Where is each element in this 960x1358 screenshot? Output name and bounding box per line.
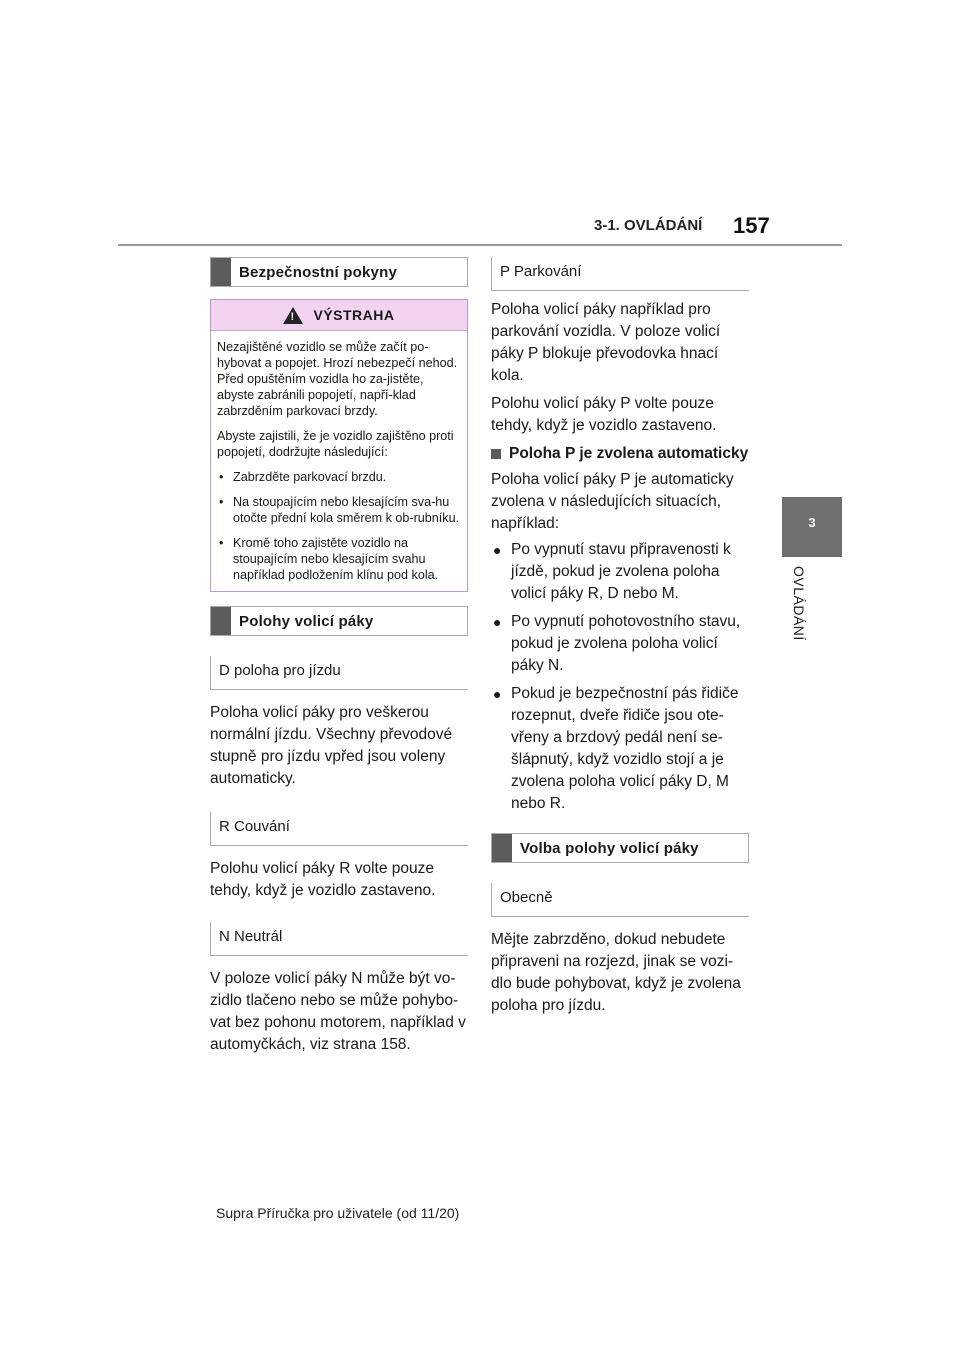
warning-list bbox=[217, 469, 461, 583]
left-column bbox=[210, 257, 468, 1056]
section-heading-marker bbox=[211, 607, 231, 635]
section-heading-safety bbox=[210, 257, 468, 287]
subheading-d: D poloha pro jízdu bbox=[210, 656, 468, 690]
footer: Supra Příručka pro uživatele (od 11/20) bbox=[216, 1205, 460, 1221]
subheading-r: R Couvání bbox=[210, 812, 468, 846]
section-heading-text: Polohy volicí páky bbox=[239, 612, 374, 630]
bullet: ● bbox=[493, 542, 502, 558]
warning-body bbox=[211, 331, 467, 591]
section-heading-marker bbox=[492, 834, 512, 862]
list-item: ● Po vypnutí stavu připravenosti k jízdě, pokud je zvolena poloha volicí páky R, D nebo M. bbox=[493, 541, 731, 602]
section-heading-text: Bezpečnostní pokyny bbox=[239, 263, 397, 281]
section-heading-marker bbox=[211, 258, 231, 286]
auto-bullet-list bbox=[491, 539, 749, 815]
paragraph-r: Polohu volicí páky R volte pouze tehdy, když je vozidlo zastaveno. bbox=[210, 860, 436, 899]
header-rule bbox=[118, 244, 842, 246]
subsection-marker bbox=[491, 449, 501, 459]
bullet: • bbox=[219, 470, 224, 484]
bullet: ● bbox=[493, 686, 502, 702]
right-column bbox=[491, 257, 749, 1017]
subheading-general: Obecně bbox=[491, 883, 749, 917]
section-heading-text: Volba polohy volicí páky bbox=[520, 839, 699, 857]
warning-paragraph: Nezajištěné vozidlo se může začít po-hybovat a popojet. Hrozí nebezpečí nehod. Před opuštěním vozidla ho za-jistěte, abyste zabránili popojetí, napří-klad zabrzděním parkovací brzdy. bbox=[217, 340, 458, 418]
paragraph-p1: Poloha volicí páky například pro parkování vozidla. V poloze volicí páky P blokuje převodovka hnací kola. bbox=[491, 301, 721, 384]
warning-triangle-icon: ! bbox=[283, 307, 303, 324]
paragraph-n: V poloze volicí páky N může být vo-zidlo tlačeno nebo se může pohybo-vat bez pohonu motorem, například v automyčkách, viz strana 158. bbox=[210, 970, 466, 1053]
warning-title: VÝSTRAHA bbox=[313, 307, 395, 323]
list-item: ● Pokud je bezpečnostní pás řidiče rozepnut, dveře řidiče jsou ote-vřeny a brzdový pedál není se-šlápnutý, když vozidlo stojí a je zvolena poloha volicí páky D, M nebo R. bbox=[493, 685, 739, 812]
warning-list-item: • Kromě toho zajistěte vozidlo na stoupajícím nebo klesajícím svahu například podložením klínu pod kola. bbox=[219, 536, 439, 582]
section-heading-select bbox=[491, 833, 749, 863]
running-header-section: 3-1. OVLÁDÁNÍ bbox=[594, 217, 703, 234]
bullet: • bbox=[219, 495, 224, 509]
chapter-tab: 3 bbox=[782, 497, 842, 557]
warning-box bbox=[210, 299, 468, 592]
paragraph-general: Mějte zabrzděno, dokud nebudete připraveni na rozjezd, jinak se vozi-dlo bude pohybovat, když je zvolena poloha pro jízdu. bbox=[491, 931, 741, 1014]
warning-list-item: • Zabrzděte parkovací brzdu. bbox=[219, 470, 387, 484]
bullet: • bbox=[219, 536, 224, 550]
paragraph-p2: Polohu volicí páky P volte pouze tehdy, když je vozidlo zastaveno. bbox=[491, 395, 717, 434]
subheading-p: P Parkování bbox=[491, 257, 749, 291]
warning-list-item: • Na stoupajícím nebo klesajícím sva-hu otočte přední kola směrem k ob-rubníku. bbox=[219, 495, 460, 525]
bullet: ● bbox=[493, 614, 502, 630]
warning-header bbox=[211, 300, 467, 331]
warning-paragraph: Abyste zajistili, že je vozidlo zajištěno proti popojetí, dodržujte následující: bbox=[217, 429, 454, 459]
list-item: ● Po vypnutí pohotovostního stavu, pokud je zvolena poloha volicí páky N. bbox=[493, 613, 741, 674]
paragraph-d: Poloha volicí páky pro veškerou normální jízdu. Všechny převodové stupně pro jízdu vpřed jsou voleny automaticky. bbox=[210, 704, 453, 787]
page-number: 157 bbox=[733, 213, 770, 238]
paragraph-auto-intro: Poloha volicí páky P je automaticky zvolena v následujících situacích, například: bbox=[491, 471, 734, 532]
subsection-heading-auto: Poloha P je zvolena automaticky bbox=[491, 445, 749, 463]
section-heading-positions bbox=[210, 606, 468, 636]
subheading-n: N Neutrál bbox=[210, 922, 468, 956]
chapter-label: OVLÁDÁNÍ bbox=[791, 566, 807, 641]
